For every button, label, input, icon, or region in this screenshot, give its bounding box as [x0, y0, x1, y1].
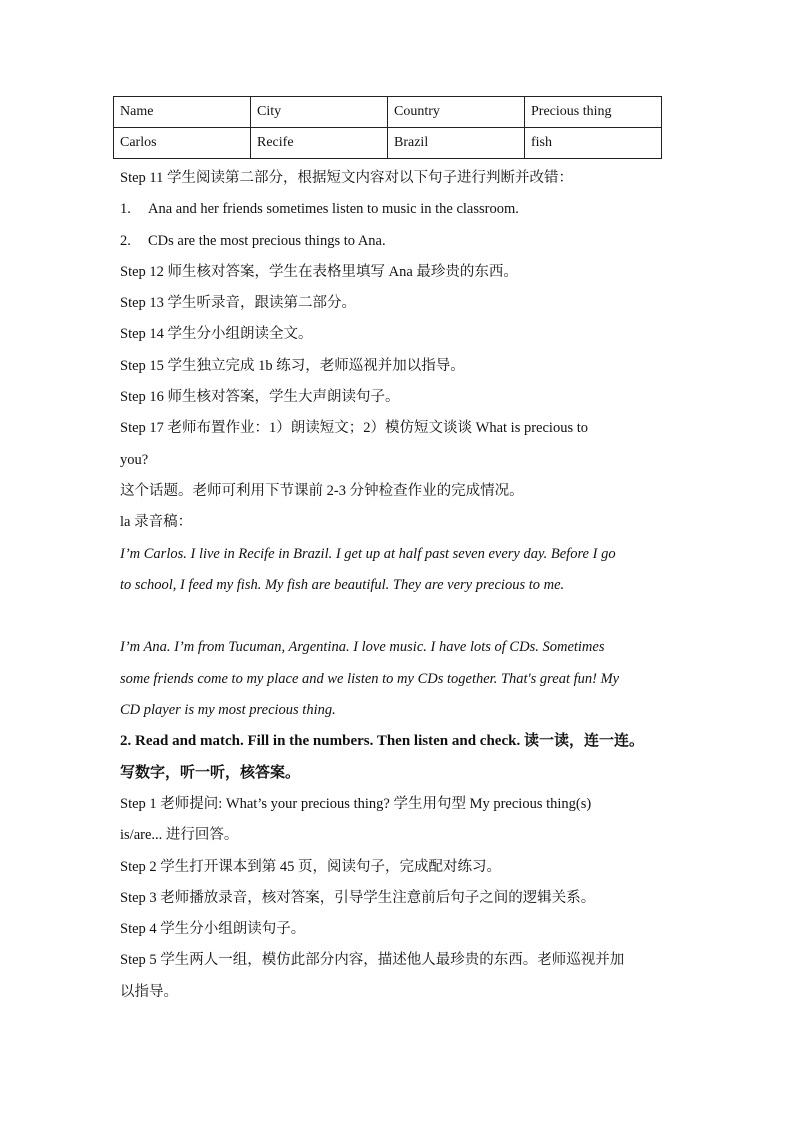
step-4: Step 4 学生分小组朗读句子。 [120, 921, 306, 938]
section-heading: 2. Read and match. Fill in the numbers. Then listen and check. 读一读，连一连。 [120, 733, 644, 750]
list-text: Ana and her friends sometimes listen to music in the classroom. [148, 201, 519, 218]
step-14: Step 14 学生分小组朗读全文。 [120, 326, 313, 343]
step-17: Step 17 老师布置作业：1）朗读短文；2）模仿短文谈谈 What is precious to [120, 420, 588, 437]
step-2: Step 2 学生打开课本到第 45 页，阅读句子，完成配对练习。 [120, 858, 502, 875]
step-3: Step 3 老师播放录音，核对答案，引导学生注意前后句子之间的逻辑关系。 [120, 889, 596, 906]
info-table [113, 96, 662, 159]
script-label: la 录音稿： [120, 514, 193, 531]
list-number: 2. [120, 232, 131, 249]
table-cell: City [251, 97, 388, 128]
table-cell: Recife [251, 128, 388, 159]
transcript-line: some friends come to my place and we listen to my CDs together. That's great fun! My [120, 670, 620, 687]
step-13: Step 13 学生听录音，跟读第二部分。 [120, 295, 357, 312]
list-item [120, 226, 680, 257]
step-11: Step 11 学生阅读第二部分，根据短文内容对以下句子进行判断并改错： [120, 170, 573, 186]
table-cell: fish [525, 128, 662, 159]
transcript-line: to school, I feed my fish. My fish are beautiful. They are very precious to me. [120, 576, 565, 593]
blank-line [120, 601, 680, 632]
list-item [120, 194, 680, 225]
step-12: Step 12 师生核对答案，学生在表格里填写 Ana 最珍贵的东西。 [120, 263, 518, 280]
step-1: Step 1 老师提问: What’s your precious thing? 学生用句型 My precious thing(s) [120, 795, 592, 812]
transcript-line: I’m Ana. I’m from Tucuman, Argentina. I love music. I have lots of CDs. Sometimes [120, 639, 605, 656]
table-cell: Name [114, 97, 251, 128]
transcript-line: I’m Carlos. I live in Recife in Brazil. I get up at half past seven every day. Before I go [120, 545, 616, 562]
step-1-cont: is/are... 进行回答。 [120, 827, 239, 844]
step-17-cont: 这个话题。老师可利用下节课前 2-3 分钟检查作业的完成情况。 [120, 482, 524, 499]
step-16: Step 16 师生核对答案，学生大声朗读句子。 [120, 389, 400, 406]
table-header-row [114, 97, 662, 128]
list-number: 1. [120, 201, 131, 218]
table-cell: Carlos [114, 128, 251, 159]
section-heading-cont: 写数字，听一听，核答案。 [120, 764, 301, 781]
table-cell: Country [388, 97, 525, 128]
table-row [114, 128, 662, 159]
transcript-line: CD player is my most precious thing. [120, 702, 336, 719]
step-5-cont: 以指导。 [120, 983, 178, 1000]
step-17-cont: you? [120, 451, 149, 468]
table-cell: Brazil [388, 128, 525, 159]
list-text: CDs are the most precious things to Ana. [148, 232, 386, 249]
table-cell: Precious thing [525, 97, 662, 128]
body-text [120, 163, 680, 1008]
step-15: Step 15 学生独立完成 1b 练习，老师巡视并加以指导。 [120, 357, 465, 374]
step-5: Step 5 学生两人一组，模仿此部分内容，描述他人最珍贵的东西。老师巡视并加 [120, 952, 625, 969]
